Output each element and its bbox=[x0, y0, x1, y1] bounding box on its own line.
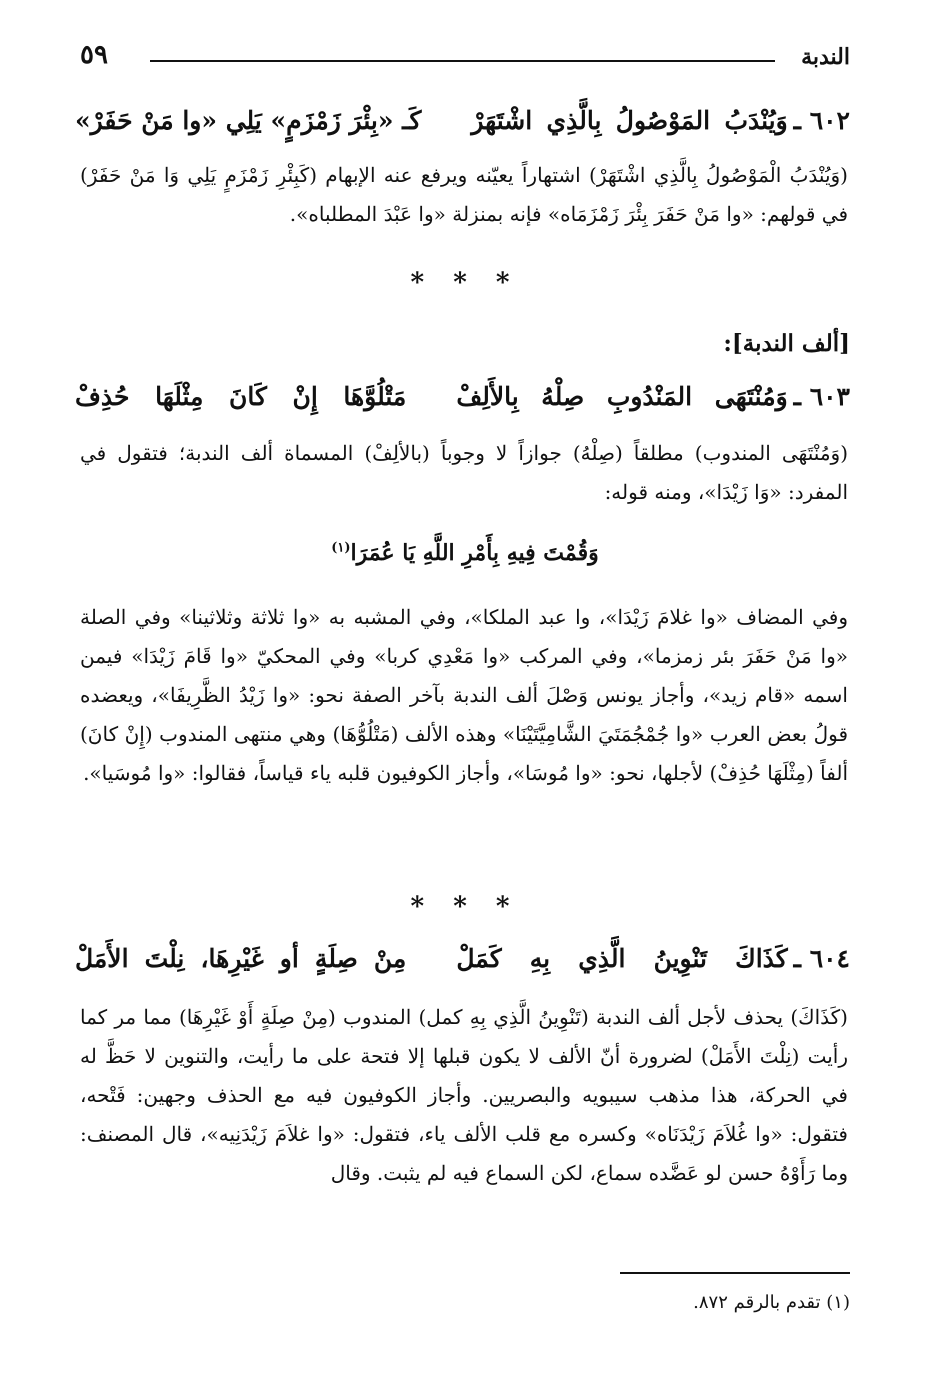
second-hemistich: كَـ «بِئْرَ زَمْزَمٍ» يَلِي «وا مَنْ حَفَرْ» bbox=[75, 105, 422, 135]
header-rule bbox=[150, 60, 775, 62]
verse-603 bbox=[75, 374, 850, 418]
footnote: (١) تقدم بالرقم ٨٧٢. bbox=[693, 1292, 850, 1313]
second-hemistich: مَتْلُوَّهَا إِنْ كَانَ مِثْلَهَا حُذِفْ bbox=[74, 381, 407, 411]
page-header bbox=[80, 40, 850, 80]
poem-line bbox=[0, 540, 930, 566]
footnote-rule bbox=[620, 1272, 850, 1274]
second-hemistich: مِنْ صِلَةٍ أو غَيْرِهَا، نِلْتَ الأَمَلْ bbox=[74, 943, 407, 973]
first-hemistich: وَيُنْدَبُ المَوْصُولُ بِالَّذِي اشْتَهَرْ bbox=[471, 105, 788, 135]
verse-604 bbox=[75, 936, 850, 980]
section-title: [ألف الندبة]: bbox=[723, 330, 850, 357]
chapter-title: الندبة bbox=[801, 44, 850, 70]
footnote-marker: (١) bbox=[331, 540, 351, 556]
separator-stars: * * * bbox=[410, 268, 520, 298]
verse-number: ٦٠٣ ـ bbox=[793, 381, 850, 411]
commentary-604: (كَذَاكَ) يحذف لأجل ألف الندبة (تَنْوِينُ الَّذِي بِهِ كمل) المندوب (مِنْ صِلَةٍ أَوْ غَيْرِهَا) مما مر كما رأيت (نِلْتَ الأَمَلْ) لضرورة أنّ الألف لا يكون قبلها إلا فتحة على ما رأيت، والتنوين لا حَظَّ له في الحركة، هذا مذهب سيبويه والبصريين. وأجاز الكوفيون فيه مع الحذف وجهين: فَتْحه، فتقول: «وا غُلاَمَ زَيْدَنَاه» وكسره مع قلب الألف ياء، فتقول: «وا غلاَمَ زَيْدَنِيه»، قال المصنف: وما رَأَوْهُ حسن لو عَضَّده سماع، لكن السماع فيه لم يثبت. وقال bbox=[80, 1005, 848, 1185]
commentary-603-intro: (وَمُنْتَهَى المندوب) مطلقاً (صِلْهُ) جوازاً لا وجوباً (بالألِفْ) المسماة ألف الندبة؛ فتقول في المفرد: «وَا زَيْدَا»، ومنه قوله: bbox=[80, 441, 848, 504]
commentary-603-body: وفي المضاف «وا غلامَ زَيْدَا»، وا عبد الملكا»، وفي المشبه به «وا ثلاثة وثلاثينا» وفي الصلة «وا مَنْ حَفَرَ بئر زمزما»، وفي المركب «وا مَعْدِي كربا» وفي المحكيّ «وا قَامَ زَيْدَا» فيمن اسمه «قام زيد»، وأجاز يونس وَصْلَ ألف الندبة بآخر الصفة نحو: «وا زَيْدُ الظَّرِيفَا»، ويعضده قولُ بعض العرب «وا جُمْجُمَتَيَ الشَّامِيَّتَيْنَا» وهذه الألف (مَتْلُوُّهَا) وهي منتهى المندوب (إِنْ كانَ) ألفاً (مِثْلَهَا حُذِفْ) لأجلها، نحو: «وا مُوسَا»، وأجاز الكوفيون قلبه ياء قياساً، فقالوا: «وا مُوسَيا». bbox=[80, 605, 848, 785]
first-hemistich: كَذَاكَ تَنْوِينُ الَّذِي بِهِ كَمَلْ bbox=[456, 943, 788, 973]
first-hemistich: وَمُنْتَهَى المَنْدُوبِ صِلْهُ بِالأَلِفْ bbox=[456, 381, 788, 411]
verse-number: ٦٠٤ ـ bbox=[793, 943, 850, 973]
verse-number: ٦٠٢ ـ bbox=[793, 105, 850, 135]
poem-text: وَقُمْتَ فِيهِ بِأَمْرِ اللَّهِ يَا عُمَرَا bbox=[350, 540, 599, 566]
page-number: ٥٩ bbox=[80, 40, 108, 70]
separator-stars: * * * bbox=[410, 892, 520, 922]
verse-602 bbox=[75, 98, 850, 142]
commentary-602: (وَيُنْدَبُ الْمَوْصُولُ بِالَّذِي اشْتَهَرْ) اشتهاراً يعيّنه ويرفع عنه الإبهام (كَبِئْرِ زَمْزَمٍ يَلِي وَا مَنْ حَفَرْ) في قولهم: «وا مَنْ حَفَرَ بِئْرَ زَمْزَمَاه» فإنه بمنزلة «وا عَبْدَ المطلباه». bbox=[80, 163, 848, 226]
